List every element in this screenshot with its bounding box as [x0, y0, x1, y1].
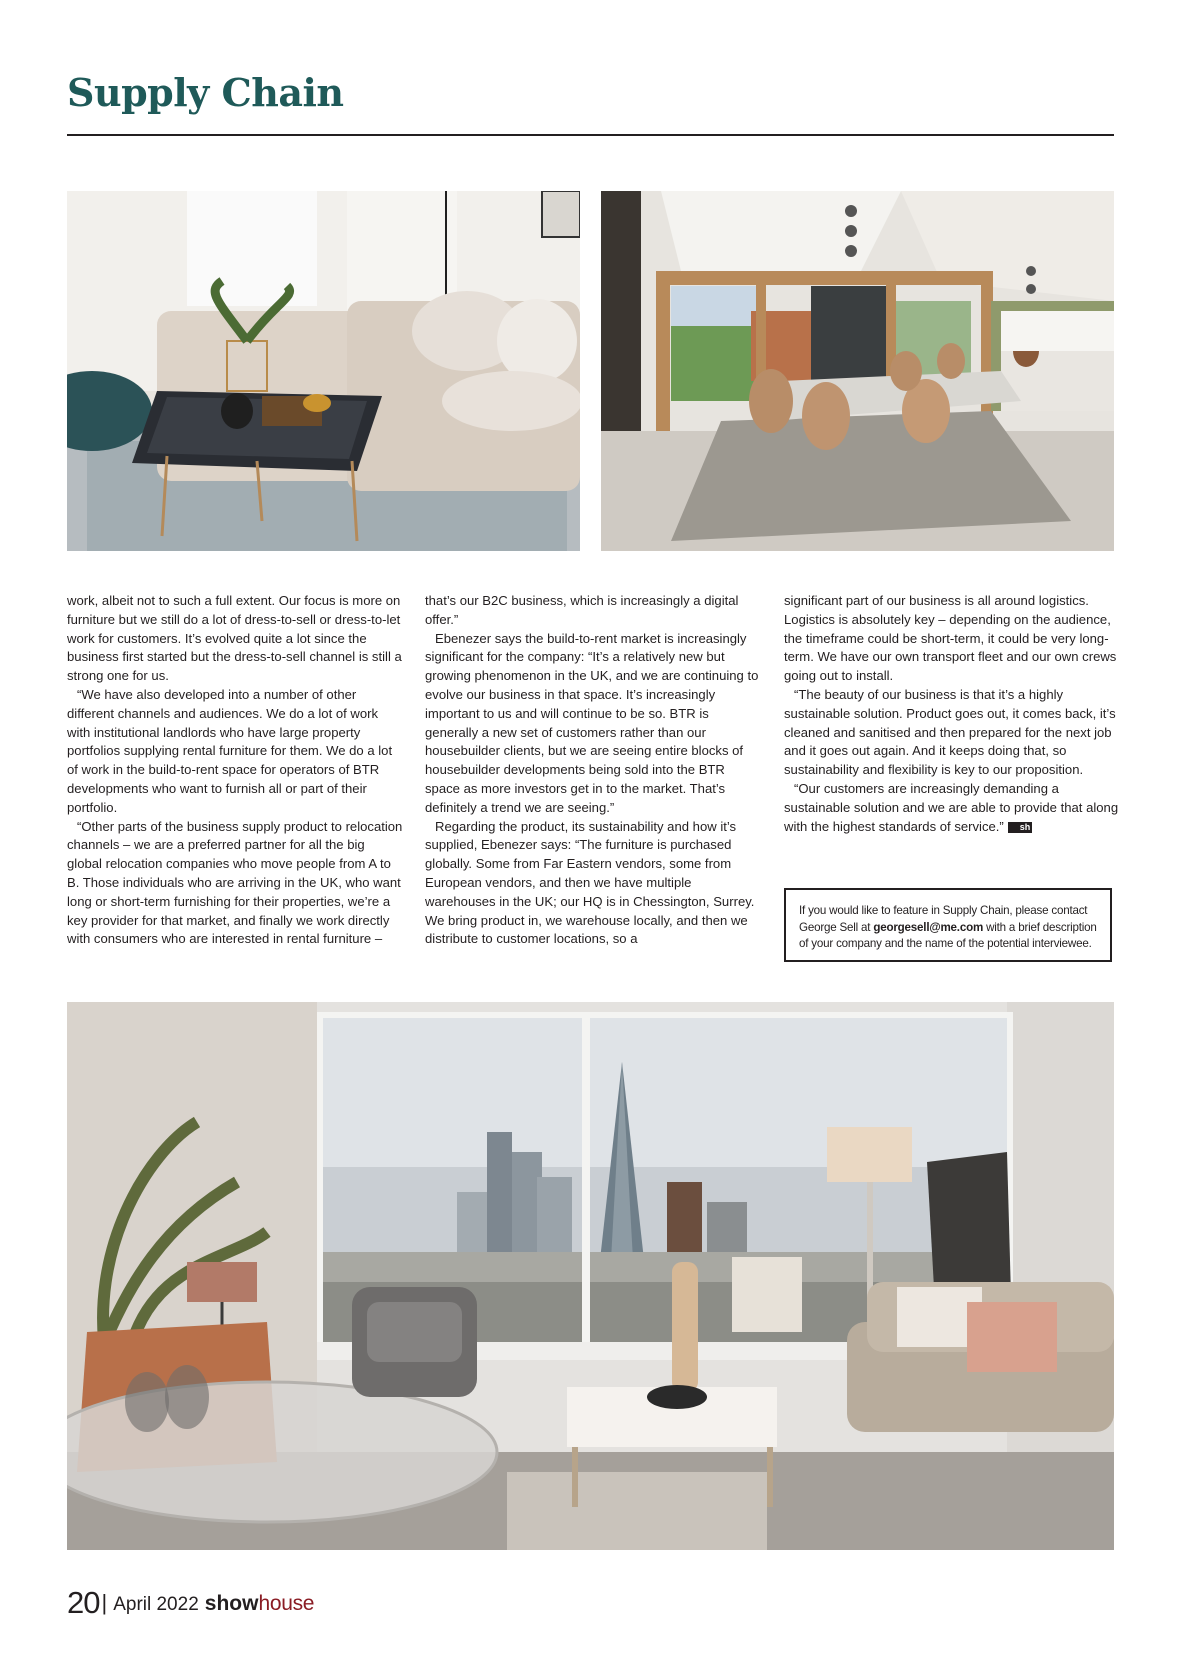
dining-room-photo	[601, 191, 1114, 551]
article-paragraph: work, albeit not to such a full extent. Our focus is more on furniture but we still do a lot of dress-to-sell or dress-to-let work for customers. It’s evolved quite a lot since the business first started but the dress-to-sell channel is still a strong one for us.	[67, 593, 402, 684]
article-column-3	[784, 592, 1120, 836]
contact-box	[784, 888, 1112, 962]
issue-date: April 2022	[113, 1594, 199, 1615]
contact-text-before: If you would like to feature in Supply Chain, please contact George Sell at	[799, 904, 1088, 934]
article-paragraph: Ebenezer says the build-to-rent market is increasingly significant for the company: “It’s a relatively new but growing phenomenon in the UK, and we are continuing to evolve our business in that space. It’s increasingly important to us and will continue to be so. BTR is generally a new set of customers rather than our housebuilder clients, but we are seeing entire blocks of housebuilder developments being sold into the BTR space as more investors get in to the market. That’s definitely a trend we are seeing.”	[425, 630, 759, 815]
contact-text-after: with a brief description of your company and the name of the potential interviewee.	[799, 920, 1097, 950]
article-paragraph: significant part of our business is all around logistics. Logistics is absolutely key – depending on the audience, the timeframe could be short-term, it could be very long-term. We have our own transport fleet and our own crews going out to install.	[784, 593, 1117, 684]
article-paragraph: that’s our B2C business, which is increasingly a digital offer.”	[425, 593, 739, 627]
brand-logo-show: show	[204, 1592, 259, 1615]
contact-email[interactable]: georgesell@me.com	[873, 920, 984, 934]
page-number: 20	[67, 1585, 100, 1620]
article-paragraph-text: “Our customers are increasingly demanding a sustainable solution and we are able to provide that along with the highest standards of service.”	[784, 780, 1119, 834]
page-footer	[67, 1585, 314, 1625]
article-column-2	[425, 592, 761, 949]
end-of-article-mark: sh	[1008, 822, 1033, 833]
title-divider	[67, 134, 1114, 136]
living-room-photo	[67, 191, 580, 551]
footer-separator: |	[101, 1590, 108, 1615]
article-paragraph: Regarding the product, its sustainability and how it’s supplied, Ebenezer says: “The furniture is purchased globally. Some from Far Eastern vendors, some from European vendors, and then we have multiple warehouses in the UK; our HQ is in Chessington, Surrey. We bring product in, we warehouse locally, and then we distribute to customer locations, so a	[425, 818, 755, 947]
article-paragraph-last	[784, 780, 1120, 836]
city-view-living-room-photo	[67, 1002, 1114, 1550]
article-column-1	[67, 592, 403, 949]
article-paragraph: “We have also developed into a number of other different channels and audiences. We do a lot of work with institutional landlords who have large property portfolios supplying rental furniture for them. We do a lot of work in the build-to-rent space for operators of BTR developments who want to furnish all or part of their portfolio.	[67, 686, 393, 815]
article-paragraph: “Other parts of the business supply product to relocation channels – we are a preferred partner for all the big global relocation companies who move people from A to B. Those individuals who are arriving in the UK, who want long or short-term furnishing for their properties, we’re a key provider for that market, and finally we work directly with consumers who are interested in rental furniture –	[67, 818, 403, 947]
brand-logo-house: house	[258, 1592, 315, 1615]
section-title: Supply Chain	[67, 70, 344, 115]
article-paragraph: “The beauty of our business is that it’s a highly sustainable solution. Product goes out, it comes back, it’s cleaned and sanitised and then prepared for the next job and it goes out again. And it keeps doing that, so sustainability and flexibility is key to our proposition.	[784, 686, 1116, 778]
